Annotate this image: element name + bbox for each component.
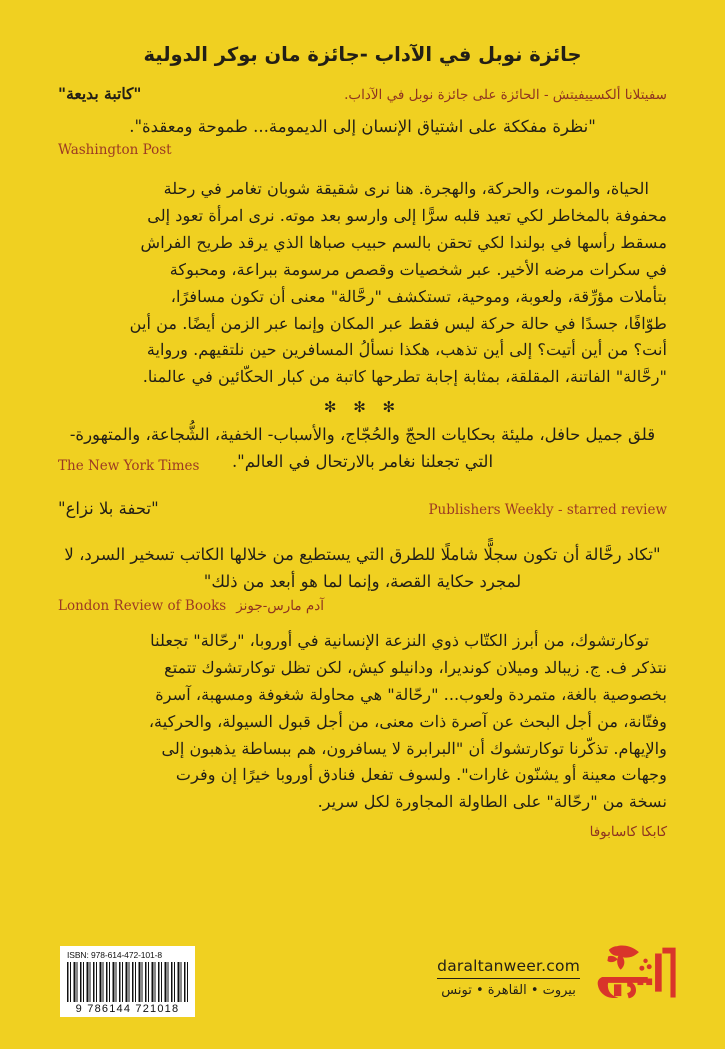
review-2-quote: قلق جميل حافل، مليئة بحكايات الحجّ والحُجّاج، والأسباب- الخفية، الشُّجاعة، والمتهورة- التي تجعلنا نغامر بالارتحال في العالم". <box>69 425 656 471</box>
cover-footer <box>0 919 725 1049</box>
body-p1-line-5: بتأملات مؤرِّقة، ولعوبة، وموحية، تستكشف "رحَّالة" معنى أن تكون مسافرًا، <box>170 286 667 306</box>
review-2-source: The New York Times <box>58 457 200 474</box>
body-paragraph-2 <box>58 628 667 816</box>
review-block-washington-post <box>58 81 667 160</box>
body-p2-line-5: والإيهام. تذكّرنا توكارتشوك أن "البرابرة لا يسافرون، هم ببساطة يذهبون إلى <box>161 738 667 758</box>
review-1-short-quote: "كاتبة بديعة" <box>58 84 142 104</box>
body-p2-line-6: وجهات معينة أو يشنّون غارات". ولسوف تفعل فنادق أوروبا خيرًا إن وفرت <box>175 765 667 785</box>
asterisk-divider: ✻ ✻ ✻ <box>323 398 402 417</box>
isbn-barcode <box>60 946 195 1017</box>
body-p1-line-2: محفوفة بالمخاطر لكي تعيد قلبه سرًّا إلى وارسو بعد موته. نرى امرأة تعود إلى <box>147 205 667 225</box>
review-4-quote: "تكاد رحَّالة أن تكون سجلًّا شاملًا للطرق التي يستطيع من خلالها الكاتب تسخير السرد، لا لمجرد حكاية القصة، وإنما لما هو أبعد من ذلك" <box>64 545 661 592</box>
body-p1-line-1: الحياة، والموت، والحركة، والهجرة. هنا نرى شقيقة شوبان تغامر في رحلة <box>163 179 649 199</box>
body-p1-line-7: أنت؟ من أين أتيت؟ إلى أين تذهب، هكذا نسألُ المسافرين حين نلتقيهم. ورواية <box>146 340 667 360</box>
review-4-source: London Review of Books <box>58 597 227 614</box>
review-3-source: Publishers Weekly - starred review <box>428 501 667 518</box>
review-block-publishers-weekly <box>58 496 667 523</box>
awards-headline: جائزة نوبل في الآداب -جائزة مان بوكر الدولية <box>143 43 582 66</box>
publisher-block <box>437 943 680 1011</box>
barcode-digits: 9 786144 721018 <box>75 1003 180 1015</box>
body-p1-line-6: طوّافًا، جسدًا في حالة حركة ليس فقط عبر المكان وإنما عبر الزمن أيضًا. من أين <box>129 313 667 333</box>
review-3-row <box>58 496 667 523</box>
publisher-cities: بيروت • القاهرة • تونس <box>441 982 576 998</box>
dar-al-tanweer-logo <box>592 943 680 1011</box>
body-p1-line-8: "رحَّالة" الفاتنة، المقلقة، بمثابة إجابة تطرحها كاتبة من كبار الحكّائين في عالمنا. <box>142 367 667 387</box>
review-1-short-quote-row <box>58 81 667 106</box>
body-p2-line-1: توكارتشوك، من أبرز الكتّاب ذوي النزعة الإنسانية في أوروبا، "رحّالة" تجعلنا <box>150 631 649 651</box>
publisher-info <box>437 957 580 998</box>
publisher-website[interactable]: daraltanweer.com <box>437 957 580 979</box>
isbn-number: ISBN: 978-614-472-101-8 <box>67 950 163 960</box>
body-p1-line-3: مسقط رأسها في بولندا لكي تحقن بالسم حبيب صباها الذي يرقد طريح الفراش <box>140 232 667 252</box>
review-block-lrb <box>58 542 667 616</box>
review-3-quote: "تحفة بلا نزاع" <box>58 498 159 518</box>
body-p2-line-3: بخصوصية بالغة، متمردة ولعوب... "رحّالة" هي محاولة شغوفة ومسهبة، آسرة <box>155 684 667 704</box>
review-4-source-row <box>58 596 667 616</box>
body-p2-line-2: نتذكر ف. ج. زيبالد وميلان كونديرا، ودانيلو كيش، لكن تظل توكارتشوك تتمتع <box>164 657 667 677</box>
body-p2-attribution: كابكا كاسابوفا <box>589 824 667 841</box>
review-1-source: Washington Post <box>58 142 172 159</box>
review-1-quote: "نظرة مفككة على اشتياق الإنسان إلى الديمومة... طموحة ومعقدة". <box>129 117 596 137</box>
review-block-nyt <box>58 422 667 475</box>
body-paragraph-1 <box>58 176 667 391</box>
review-4-attribution: آدم مارس-جونز <box>236 597 325 614</box>
barcode-bars <box>67 962 188 1002</box>
review-1-attribution: سفيتلانا ألكسييفيتش - الحائزة على جائزة نوبل في الآداب. <box>344 87 667 104</box>
body-p1-line-4: في سكرات مرضه الأخير. عبر شخصيات وقصص مرسومة ببراعة، ومحبوكة <box>169 259 667 279</box>
body-p2-line-7: نسخة من "رحّالة" على الطاولة المجاورة لكل سرير. <box>317 792 667 812</box>
body-p2-line-4: وفتّانة، من أجل البحث عن آصرة ذات معنى، من أجل قبول السيولة، والحركية، <box>148 711 667 731</box>
